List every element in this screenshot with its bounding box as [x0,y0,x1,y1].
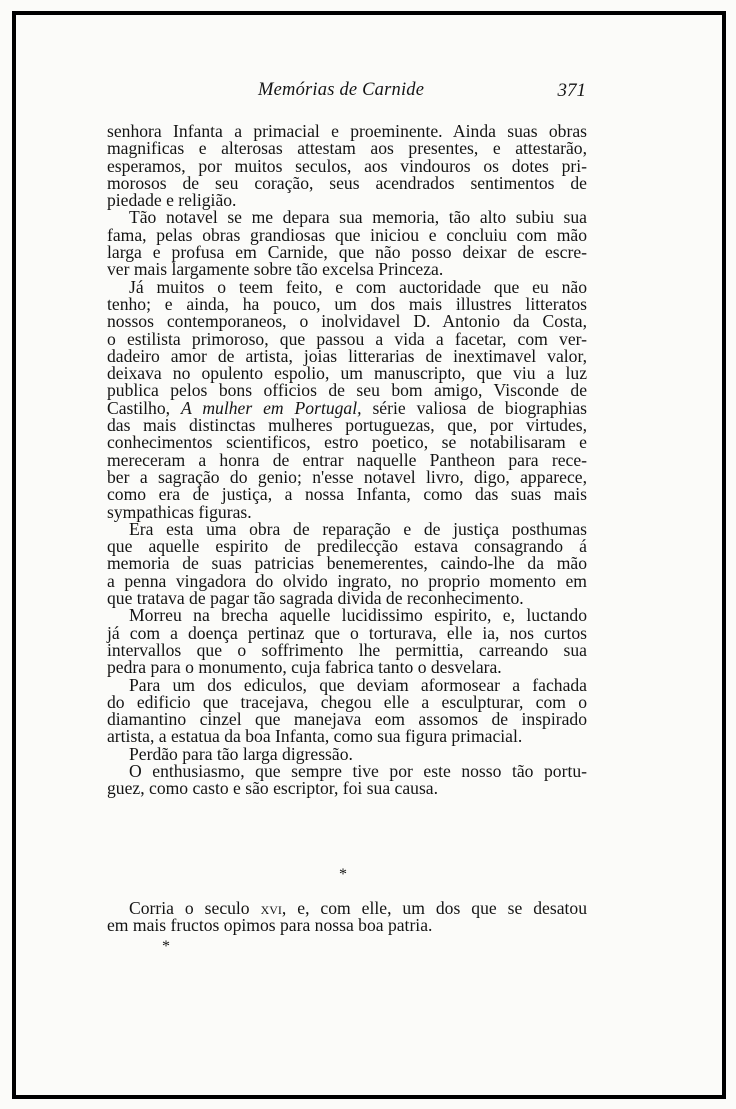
text-line: a penna vingadora do olvido ingrato, no proprio momento em [107,570,587,591]
text-line: deixava no opulento espolio, um manuscripto, que viu a luz [107,363,587,384]
page-number: 371 [557,80,586,101]
text-line: mereceram a honra de entrar naquelle Pantheon para rece- [107,449,587,470]
text-line: ber a sagração do genio; n'esse notavel livro, digo, apparece, [107,466,587,487]
text-line: O enthusiasmo, que sempre tive por este nosso tão portu- [129,760,587,781]
text-line: artista, a estatua da boa Infanta, como sua figura primacial. [107,726,523,747]
text-line: já com a doença pertinaz que o torturava, elle ia, nos curtos [107,622,587,643]
text-line: morosos de seu coração, seus acendrados sentimentos de [107,172,587,193]
text-line: Morreu na brecha aquelle lucidissimo espirito, e, luctando [129,605,587,626]
text-line: magnificas e alterosas attestam aos presentes, e attestarão, [107,138,587,159]
section-separator: * [339,866,347,883]
text-line: dadeiro amor de artista, joias litterarias de inextimavel valor, [107,345,587,366]
body-text [107,123,587,798]
page-header [108,80,586,106]
text-line: que tratava de pagar tão sagrada divida de reconhecimento. [107,588,524,609]
text-line: guez, como casto e são escriptor, foi sua causa. [107,778,439,799]
text-line: tenho; e ainda, ha pouco, um dos mais illustres litteratos [107,293,587,314]
text-line: piedade e religião. [107,190,237,211]
text-line: Para um dos ediculos, que deviam aformosear a fachada [129,674,587,695]
text-line: do edificio que tracejava, chegou elle a esculpturar, com o [107,691,587,712]
text-line: o estilista primoroso, que passou a vida a facetar, com ver- [107,328,587,349]
text-line: que aquelle espirito de predilecção estava consagrando á [107,536,587,557]
text-line: senhora Infanta a primacial e proeminente. Ainda suas obras [107,121,587,141]
footnote-mark: * [162,938,170,955]
text-line: memoria de suas patricias benemerentes, caindo-lhe da mão [107,553,587,574]
text-line: Perdão para tão larga digressão. [129,743,353,764]
text-line: Tão notavel se me depara sua memoria, tão alto subiu sua [129,207,587,228]
closing-line-1: Corria o seculo xvi, e, com elle, um dos que se desatou [129,898,587,918]
book-title: A mulher em Portugal, [180,397,362,418]
running-title: Memórias de Carnide [258,80,425,100]
text-line: Já muitos o teem feito, e com auctoridade que eu não [129,276,587,297]
text-line: diamantino cinzel que manejava eom assomos de inspirado [107,709,587,730]
closing-paragraph [107,900,587,935]
text-line: Castilho, A mulher em Portugal, série valiosa de biographias [107,397,587,418]
text-line: pedra para o monumento, cuja fabrica tanto o desvelara. [107,657,502,678]
text-line: intervallos que o soffrimento lhe permittia, carreando sua [107,639,587,660]
closing-line-2: em mais fructos opimos para nossa boa patria. [107,915,433,936]
text-line: fama, pelas obras grandiosas que iniciou e concluiu com mão [107,224,587,245]
text-line: Era esta uma obra de reparação e de justiça posthumas [129,518,587,539]
text-line: sympathicas figuras. [107,501,252,522]
text-line: larga e profusa em Carnide, que não posso deixar de escre- [107,242,587,263]
text-line: das mais distinctas mulheres portuguezas, que, por virtudes, [107,415,587,436]
text-line: ver mais largamente sobre tão excelsa Princeza. [107,259,444,280]
text-line: nossos contemporaneos, o inolvidavel D. Antonio da Costa, [107,311,587,332]
text-line: como era de justiça, a nossa Infanta, como das suas mais [107,484,587,505]
text-line: esperamos, por muitos seculos, aos vindouros os dotes pri- [107,155,587,176]
text-line: conhecimentos scientificos, estro poetico, se notabilisaram e [107,432,587,453]
text-line: publica pelos bons officios de seu bom amigo, Visconde de [107,380,587,401]
century-numeral: xvi [260,898,282,918]
